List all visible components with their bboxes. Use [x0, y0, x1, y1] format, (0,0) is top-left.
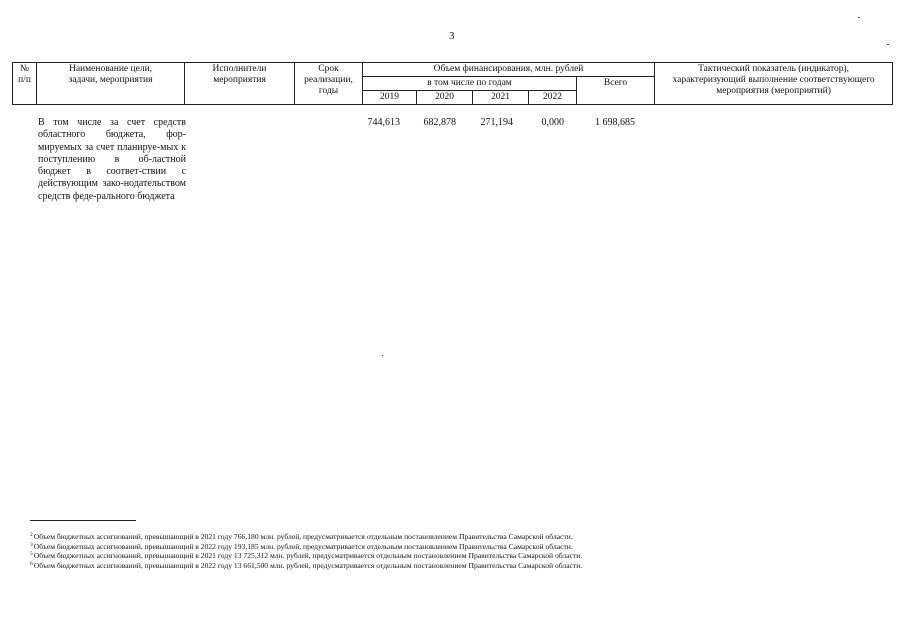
footnote-mark: 5 — [30, 551, 33, 558]
footnote-mark: 3 — [30, 541, 33, 548]
funding-table — [12, 62, 893, 105]
header-year: 2020 — [417, 91, 473, 105]
value-2022: 0,000 — [541, 117, 564, 128]
footnote-mark: 2 — [30, 532, 33, 538]
page-number: 3 — [449, 30, 455, 42]
header-indicator: Тактический показатель (индикатор), характеризующий выполнение соответствующего мероприятия (мероприятий) — [655, 63, 893, 105]
value-total: 1 698,685 — [595, 117, 635, 128]
header-year: 2019 — [363, 91, 417, 105]
scan-speck — [858, 17, 860, 18]
footnote — [30, 532, 890, 542]
footnote-separator — [30, 520, 136, 521]
header-year: 2021 — [473, 91, 529, 105]
footnotes — [30, 532, 890, 571]
footnote — [30, 542, 890, 552]
scan-speck — [382, 355, 383, 356]
header-name: Наименование цели, задачи, мероприятия — [37, 63, 185, 105]
footnote-text: Объем бюджетных ассигнований, превышающий в 2021 году 766,180 млн. рублей, предусматривается отдельным постановлением Правительства Самарской области. — [33, 532, 573, 541]
scan-speck — [887, 44, 889, 45]
row-description: В том числе за счет средств областного бюджета, фор-мируемых за счет планируе-мых к поступлению в об-ластной бюджет в соответ-ствии с действующим зако-нодательством средств феде-рального бюджета — [38, 117, 186, 202]
header-funding: Объем финансирования, млн. рублей — [363, 63, 655, 77]
header-year: 2022 — [529, 91, 577, 105]
value-2021: 271,194 — [480, 117, 513, 128]
table-row — [38, 117, 186, 203]
value-2020: 682,878 — [423, 117, 456, 128]
header-by-year: в том числе по годам — [363, 77, 577, 91]
header-total: Всего — [577, 77, 655, 105]
header-term: Срок реализации, годы — [295, 63, 363, 105]
value-2019: 744,613 — [367, 117, 400, 128]
footnote-text: Объем бюджетных ассигнований, превышающий в 2022 году 13 661,500 млн. рублей, предусматривается отдельным постановлением Правительства Самарской области. — [33, 561, 583, 571]
footnote — [30, 561, 890, 571]
header-num: № п/п — [13, 63, 37, 105]
header-executors: Исполнители мероприятия — [185, 63, 295, 105]
footnote-text: Объем бюджетных ассигнований, превышающий в 2021 году 13 725,312 млн. рублей, предусматривается отдельным постановлением Правительства Самарской области. — [33, 551, 583, 561]
footnote — [30, 551, 890, 561]
footnote-text: Объем бюджетных ассигнований, превышающий в 2022 году 193,185 млн. рублей, предусматривается отдельным постановлением Правительства Самарской области. — [33, 541, 573, 551]
footnote-mark: 6 — [30, 561, 33, 568]
